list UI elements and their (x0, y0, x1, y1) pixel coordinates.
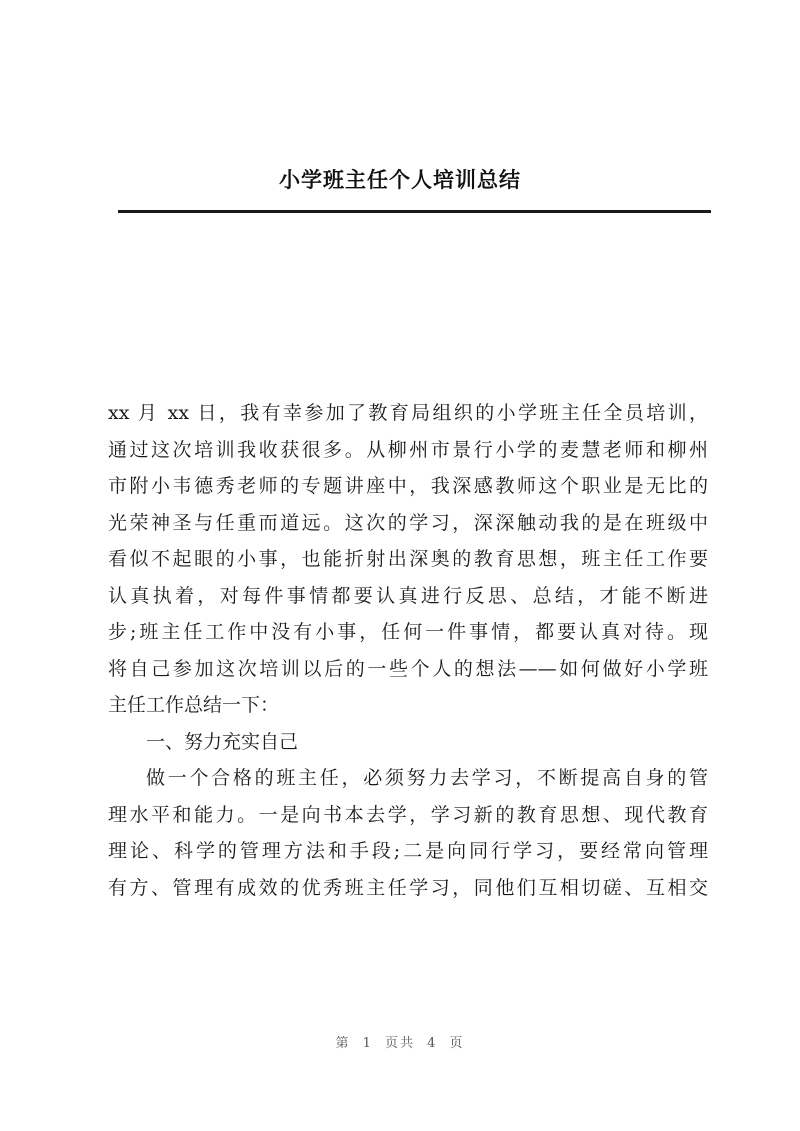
paragraph-line: 认真执着，对每件事情都要认真进行反思、总结，才能不断进 (108, 584, 708, 607)
title-underline (118, 210, 711, 213)
paragraph-line: 理论、科学的管理方法和手段;二是向同行学习，要经常向管理 (108, 840, 708, 862)
paragraph-line: 光荣神圣与任重而道远。这次的学习，深深触动我的是在班级中 (108, 511, 708, 534)
paragraph-line: 有方、管理有成效的优秀班主任学习，同他们互相切磋、互相交 (108, 876, 708, 899)
paragraph-line: 市附小韦德秀老师的专题讲座中，我深感教师这个职业是无比的 (108, 475, 708, 497)
paragraph-line: 主任工作总结一下： (108, 694, 280, 716)
document-title: 小学班主任个人培训总结 (279, 168, 521, 192)
paragraph-line: xx 月 xx 日，我有幸参加了教育局组织的小学班主任全员培训， (108, 402, 708, 424)
paragraph-line: 做一个合格的班主任，必须努力去学习，不断提高自身的管 (146, 767, 708, 789)
paragraph-line: 步;班主任工作中没有小事，任何一件事情，都要认真对待。现 (108, 621, 708, 643)
document-body (108, 395, 708, 906)
paragraph-line: 将自己参加这次培训以后的一些个人的想法——如何做好小学班 (108, 657, 708, 680)
paragraph-line: 看似不起眼的小事，也能折射出深奥的教育思想，班主任工作要 (108, 548, 708, 570)
section-heading: 一、努力充实自己 (146, 730, 299, 753)
paragraph-line: 通过这次培训我收获很多。从柳州市景行小学的麦慧老师和柳州 (108, 438, 708, 461)
page-number-footer: 第 1 页共 4 页 (335, 1036, 465, 1051)
paragraph-line: 理水平和能力。一是向书本去学，学习新的教育思想、现代教育 (108, 803, 708, 826)
